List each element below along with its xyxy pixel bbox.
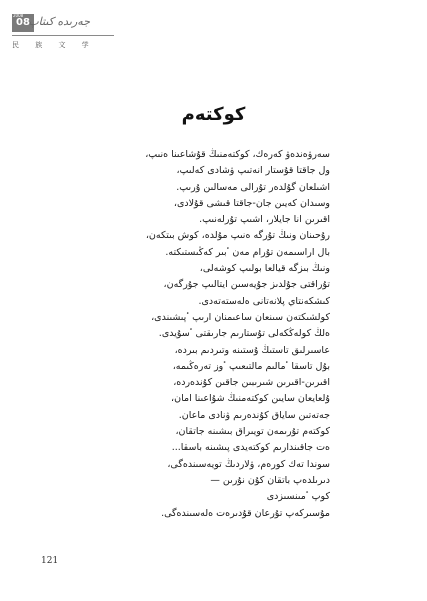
poem-line: ەت جاقىندارىم كوكتەيدى پىشىنە باسقا... [171, 442, 330, 454]
issue-number: 08 [16, 17, 30, 28]
poem-line: بۇل تاسقا ٴمالىم مالتىعىپ ٴوز تەرەڭىمە، [172, 360, 330, 372]
poem-line: كوكتەم تۇرىمەن تويىراق بىشىنە جاتقان، [175, 426, 330, 438]
poem-line: سوندا تەك كورەم، ۋلاردىڭ تويەسىندەگى، [167, 458, 330, 470]
journal-subtitle: 民 族 文 学 [12, 41, 96, 49]
journal-header [12, 10, 162, 56]
poem-line: بال اراسىمەن تۇرام مەن ٴبىر كەڭىستىكتە. [165, 246, 330, 258]
poem-line: ول جاقتا قۇستار انەتىپ ۋشادى كەلىپ، [176, 165, 330, 177]
page-number: 121 [41, 556, 59, 566]
poem-line: اشىلعان گۇلدەر تۇرالى مەسالىن ۇرىپ. [176, 181, 330, 193]
poem-body [118, 147, 330, 522]
poem-line: كوپ ٴمىنسىزدى [266, 491, 330, 503]
poem-title: كوكتەم [181, 104, 246, 125]
journal-logo-text: جەرىدە كىتاپ [28, 15, 90, 28]
poem-line: كولشىكتەن سىنعان ساعىمنان ارىپ ٴپىشىندى، [151, 311, 330, 323]
poem-line: اقىرىن انا جايلار، اشىپ تۇرلەنىپ. [199, 214, 330, 226]
poem-line: ۇلعايعان سايىن كوكتەمنىڭ شۇاعىنا امان، [171, 393, 330, 405]
poem-line: سەرۋەندەۋ كەرەك، كوكتەمنىڭ قۇشاعىنا ەنىپ، [145, 149, 330, 160]
poem-line: دىرىلدەپ باتقان كۇن نۇرىن — [210, 474, 330, 486]
poem-line: عاسىرلىق تاستىڭ ۇستىنە وتىردىم بىردە، [174, 344, 330, 356]
poem-line: وسىدان كەيىن جان-جاقتا قىشى قۇلادى، [173, 197, 330, 209]
header-divider [12, 35, 114, 36]
poem-line: ونىڭ بىزگە قيالعا بولىپ كوشەلى، [199, 263, 330, 275]
poem-line: جەتەتىن ساياق كۇندەرىم ۋنادى ماعان. [178, 409, 330, 421]
poem-line: ەلڭ كولەڭكەلى تۇستارىم جارىقتى ٴسۇيدى. [158, 328, 330, 340]
poem-line: تۇراقتى جۇلدىز جۇيەسىن ايتالىپ جۇرگەن، [163, 279, 330, 291]
poem-line: كىشكەنتاي پلانەتانى ەلەستەتەدى. [198, 295, 330, 307]
poem-line: رۇحىنان ونىڭ تۇرگە ەنىپ مۇلدە، كوش بىتكەن، [145, 230, 330, 242]
issue-year: 2008 [13, 13, 24, 18]
poem-line: مۇسىركەپ تۇرعان قۇدىرەت ەلەسىندەگى. [161, 507, 330, 519]
poem-line: اقىرىن-اقىرىن شىرىبىن جاقىن كۇندەردە، [173, 377, 330, 389]
